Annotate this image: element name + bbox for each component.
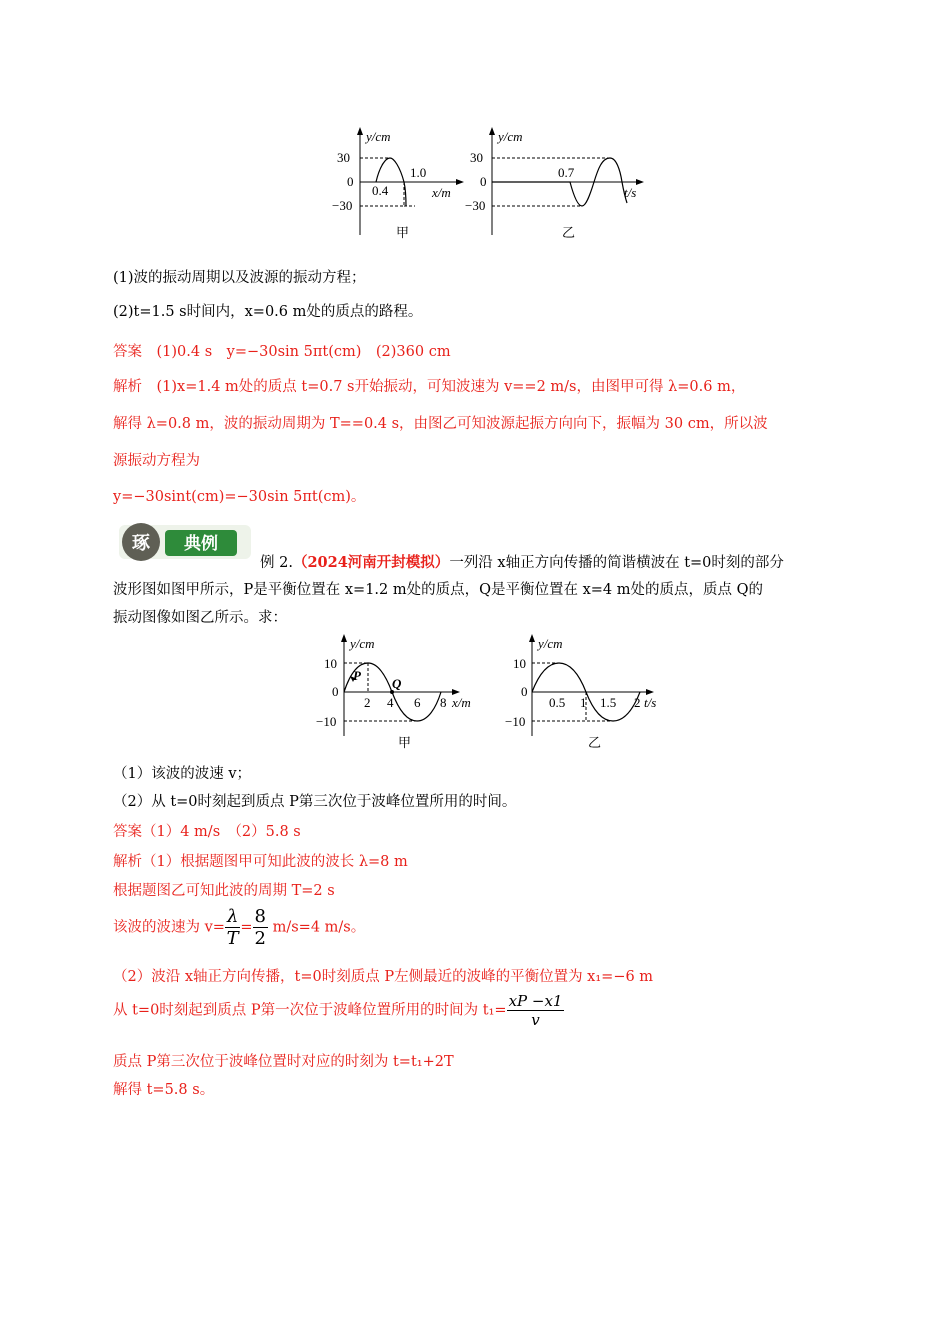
fig1-yi-ylabel: y/cm [498,129,523,144]
fig1-yi-x07: 0.7 [558,165,575,180]
q1-line2: (2)t=1.5 s时间内，x=0.6 m处的质点的路程。 [113,304,423,320]
q2-line2: （2）从 t=0时刻起到质点 P第三次位于波峰位置所用的时间。 [113,794,517,810]
fig2-yi-ym10: −10 [505,714,526,729]
fig1-jia-caption: 甲 [396,226,410,241]
fig1-yi-ym30: −30 [465,198,486,213]
fig2-jia-ym10: −10 [316,714,337,729]
ans2-l7: 解得 t=5.8 s。 [113,1082,215,1098]
fig2-yi-xlabel: t/s [644,695,657,710]
ans1-jiexi2: 解得 λ=0.8 m，波的振动周期为 T==0.4 s，由图乙可知波源起振方向向下，振幅为 30 cm，所以波 [113,416,768,432]
ans2-frac-8-2: $\frac{8}{2}$ [254,906,266,949]
fig2-jia-xlabel: x/m [452,695,471,710]
ans2-eq: = [240,919,253,936]
ans2-l5-pre: 从 t=0时刻起到质点 P第一次位于波峰位置所用的时间为 t₁= [113,1002,507,1019]
q2-line1: （1）该波的波速 v； [113,766,252,782]
fig1-yi-y30: 30 [470,150,483,165]
example-badge [117,519,255,567]
ex2-line1-rest: 一列沿 x轴正方向传播的简谐横波在 t=0时刻的部分 [449,555,784,571]
ans1-jiexi1: 解析 (1)x=1.4 m处的质点 t=0.7 s开始振动，可知波速为 v==2 m/s，由图甲可得 λ=0.6 m， [113,379,746,395]
fig2-jia-P: P [353,668,361,683]
ex2-line2: 波形图如图甲所示，P是平衡位置在 x=1.2 m处的质点，Q是平衡位置在 x=4 m处的质点，质点 Q的 [113,582,764,598]
fig2-jia-caption: 甲 [398,736,412,751]
fig2-jia-y0: 0 [332,684,339,699]
ans2-l3-post: m/s=4 m/s。 [267,919,366,936]
ans2-l5 [113,992,564,1029]
fig2-yi-y10: 10 [513,656,526,671]
fig2-yi-x15: 1.5 [600,695,617,710]
figure-2 [310,632,670,754]
fig1-jia-xlabel: x/m [432,185,451,200]
fig2-yi-caption: 乙 [588,736,602,751]
fig2-jia-x8: 8 [440,695,447,710]
ans1-jiexi4: y=−30sint(cm)=−30sin 5πt(cm)。 [113,489,366,505]
ans2-answer: 答案（1）4 m/s （2）5.8 s [113,824,301,840]
fig1-jia-y0: 0 [347,174,354,189]
fig1-jia-ylabel: y/cm [366,129,391,144]
fig2-yi-x2: 2 [634,695,641,710]
fig1-jia-x10: 1.0 [410,165,427,180]
fig2-jia-y10: 10 [324,656,337,671]
fig2-yi-ylabel: y/cm [538,636,563,651]
ex2-line3: 振动图像如图乙所示。求： [113,610,287,626]
fig2-yi-y0: 0 [521,684,528,699]
badge-right-text: 典例 [184,534,218,554]
badge-left-text: 琢 [132,533,150,554]
ex2-source: （2024河南开封模拟） [292,554,450,571]
figure-1-jia [332,127,464,241]
ans2-l1: 解析（1）根据题图甲可知此波的波长 λ=8 m [113,854,408,870]
ex2-line1 [260,553,784,573]
figure-1 [320,125,660,245]
q1-line1: (1)波的振动周期以及波源的振动方程； [113,270,366,286]
fig1-jia-y30: 30 [337,150,350,165]
ans2-frac-x: $\frac{xP -x1}{v}$ [508,992,563,1029]
ex2-prefix: 例 2. [260,555,293,571]
fig1-yi-caption: 乙 [562,226,576,241]
ans2-l3 [113,906,365,949]
ans2-l2: 根据题图乙可知此波的周期 T=2 s [113,883,335,899]
figure-1-yi [465,127,644,241]
ans2-l6: 质点 P第三次位于波峰位置时对应的时刻为 t=t₁+2T [113,1054,454,1070]
fig2-yi-x1: 1 [580,695,587,710]
ans2-l3-pre: 该波的波速为 v= [113,919,225,936]
fig2-jia-x6: 6 [414,695,421,710]
fig1-yi-xlabel: t/s [624,185,637,200]
ans2-l4: （2）波沿 x轴正方向传播，t=0时刻质点 P左侧最近的波峰的平衡位置为 x₁=−6 m [113,969,654,985]
fig1-yi-y0: 0 [480,174,487,189]
fig2-yi-x05: 0.5 [549,695,566,710]
fig2-jia-x4: 4 [387,695,394,710]
fig2-jia-ylabel: y/cm [350,636,375,651]
ans2-frac-lambda-T: $\frac{\lambda}{T}$ [226,906,239,949]
fig1-jia-ym30: −30 [332,198,353,213]
figure-2-jia [316,634,471,751]
ans1-answer: 答案 (1)0.4 s y=−30sin 5πt(cm) (2)360 cm [113,344,451,360]
ans1-jiexi3: 源振动方程为 [113,453,200,469]
fig2-jia-Q: Q [392,676,402,691]
fig2-jia-x2: 2 [364,695,371,710]
figure-2-yi [505,634,656,751]
fig1-jia-x04: 0.4 [372,183,389,198]
